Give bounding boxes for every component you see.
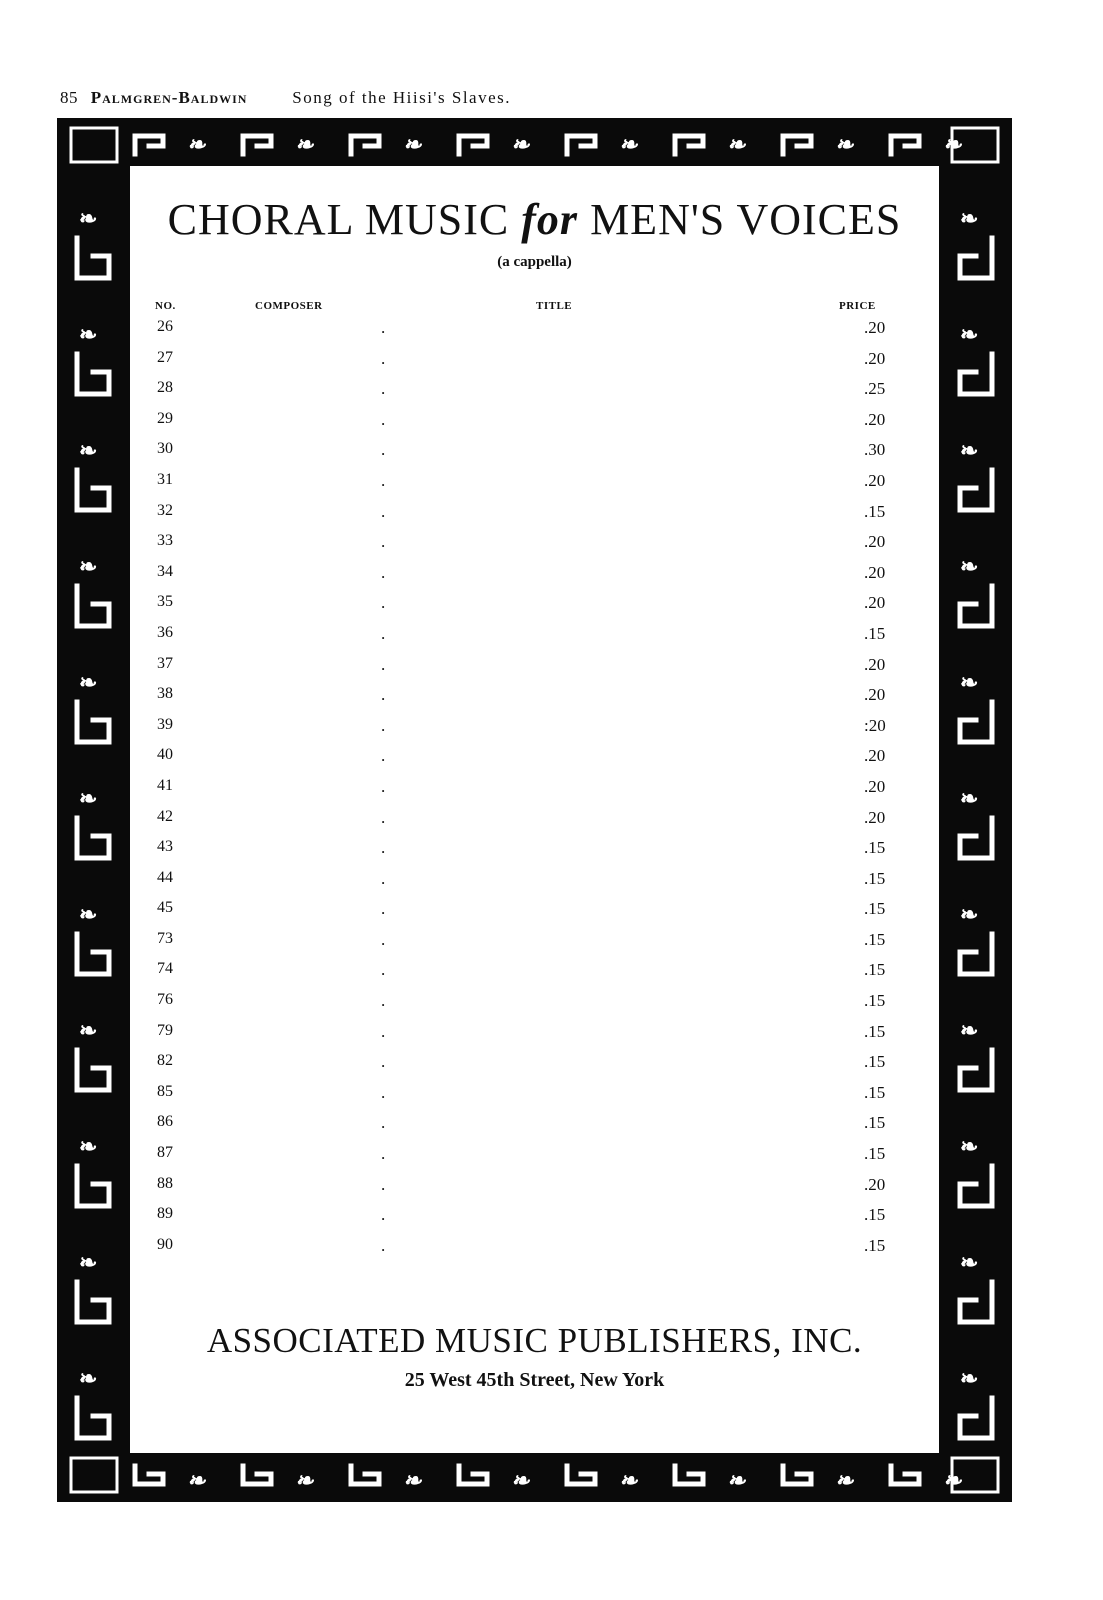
- leader-dot: .: [381, 991, 394, 1011]
- entry-price: .20: [864, 532, 886, 552]
- list-item: [130, 836, 939, 867]
- border-strip-bottom: [135, 1466, 963, 1494]
- column-header-price: PRICE: [839, 300, 876, 312]
- leader-dot: .: [381, 776, 394, 796]
- svg-text:❧: ❧: [79, 1134, 98, 1160]
- leader-dot: .: [381, 1052, 394, 1072]
- page-number: 85: [60, 88, 78, 107]
- entry-price: .15: [864, 1021, 886, 1041]
- svg-text:❧: ❧: [835, 132, 854, 158]
- list-item: [130, 958, 939, 989]
- list-item: [130, 1111, 939, 1142]
- list-item: [130, 408, 939, 439]
- header-composer: Palmgren-Baldwin: [90, 88, 248, 107]
- svg-text:❧: ❧: [79, 206, 98, 232]
- entry-price: .20: [864, 776, 886, 796]
- entry-number: 74: [157, 960, 173, 978]
- border-strip-top: [135, 132, 963, 158]
- entry-price: .20: [864, 746, 886, 766]
- leader-dot: .: [381, 685, 394, 705]
- publisher-name: ASSOCIATED MUSIC PUBLISHERS, INC.: [206, 1321, 863, 1360]
- entry-price: .20: [864, 1174, 886, 1194]
- entry-price: .20: [864, 654, 886, 674]
- leader-dot: .: [381, 532, 394, 552]
- svg-text:❧: ❧: [79, 554, 98, 580]
- leader-dot: .: [381, 807, 394, 827]
- svg-text:❧: ❧: [403, 1468, 422, 1494]
- list-item: [130, 500, 939, 531]
- catalog-panel: [130, 166, 939, 1453]
- leader-dot: .: [381, 409, 394, 429]
- svg-text:❧: ❧: [960, 902, 979, 928]
- leader-dot: .: [381, 746, 394, 766]
- svg-text:❧: ❧: [187, 132, 206, 158]
- leader-dot: .: [381, 318, 394, 337]
- entry-number: 40: [157, 746, 173, 764]
- list-item: [130, 530, 939, 561]
- entry-number: 88: [157, 1174, 173, 1192]
- leader-dot: .: [381, 899, 394, 919]
- leader-dot: .: [381, 838, 394, 858]
- svg-text:❧: ❧: [79, 1018, 98, 1044]
- entry-price: .15: [864, 623, 886, 643]
- catalog-list: [130, 316, 939, 1264]
- entry-number: 39: [157, 715, 173, 733]
- entry-number: 42: [157, 807, 173, 825]
- svg-text:❧: ❧: [79, 1250, 98, 1276]
- entry-price: :20: [864, 715, 886, 735]
- entry-price: .15: [864, 1144, 886, 1164]
- entry-number: 90: [157, 1235, 173, 1253]
- list-item: [130, 438, 939, 469]
- entry-price: .20: [864, 685, 886, 705]
- column-header-title: TITLE: [536, 300, 573, 312]
- list-item: [130, 744, 939, 775]
- entry-number: 85: [157, 1082, 173, 1100]
- list-item: [130, 1203, 939, 1234]
- list-item: [130, 561, 939, 592]
- svg-text:❧: ❧: [943, 1468, 962, 1494]
- entry-number: 35: [157, 593, 173, 611]
- entry-number: 31: [157, 470, 173, 488]
- entry-price: .15: [864, 501, 886, 521]
- list-item: [130, 989, 939, 1020]
- entry-number: 28: [157, 379, 173, 397]
- svg-text:❧: ❧: [187, 1468, 206, 1494]
- list-item: [130, 622, 939, 653]
- entry-number: 45: [157, 899, 173, 917]
- leader-dot: .: [381, 440, 394, 460]
- list-item: [130, 1081, 939, 1112]
- entry-price: .20: [864, 470, 886, 490]
- svg-text:❧: ❧: [960, 438, 979, 464]
- svg-text:❧: ❧: [960, 1250, 979, 1276]
- entry-price: .15: [864, 1082, 886, 1102]
- svg-text:❧: ❧: [295, 132, 314, 158]
- entry-price: .15: [864, 929, 886, 949]
- svg-text:❧: ❧: [79, 1366, 98, 1392]
- leader-dot: .: [381, 562, 394, 582]
- svg-text:❧: ❧: [960, 786, 979, 812]
- leader-dot: .: [381, 1235, 394, 1255]
- svg-text:❧: ❧: [960, 206, 979, 232]
- entry-number: 36: [157, 623, 173, 641]
- entry-price: .15: [864, 991, 886, 1011]
- svg-text:❧: ❧: [79, 902, 98, 928]
- entry-price: .20: [864, 593, 886, 613]
- column-header-composer: COMPOSER: [255, 300, 323, 312]
- leader-dot: .: [381, 1174, 394, 1194]
- leader-dot: .: [381, 1205, 394, 1225]
- entry-price: .15: [864, 899, 886, 919]
- entry-price: .20: [864, 318, 886, 337]
- entry-number: 73: [157, 929, 173, 947]
- list-item: [130, 653, 939, 684]
- svg-text:❧: ❧: [960, 1134, 979, 1160]
- leader-dot: .: [381, 379, 394, 399]
- svg-text:❧: ❧: [79, 322, 98, 348]
- svg-text:❧: ❧: [511, 132, 530, 158]
- catalog-subtitle: (a cappella): [497, 254, 572, 270]
- leader-dot: .: [381, 501, 394, 521]
- entry-number: 27: [157, 348, 173, 366]
- list-item: [130, 806, 939, 837]
- entry-price: .15: [864, 1052, 886, 1072]
- entry-price: .15: [864, 1113, 886, 1133]
- leader-dot: .: [381, 715, 394, 735]
- entry-price: .15: [864, 868, 886, 888]
- leader-dot: .: [381, 470, 394, 490]
- entry-price: .15: [864, 838, 886, 858]
- svg-text:❧: ❧: [619, 132, 638, 158]
- list-item: [130, 469, 939, 500]
- svg-text:❧: ❧: [727, 1468, 746, 1494]
- entry-number: 87: [157, 1144, 173, 1162]
- running-header: [60, 88, 511, 108]
- leader-dot: .: [381, 348, 394, 368]
- leader-dot: .: [381, 868, 394, 888]
- list-item: [130, 1142, 939, 1173]
- entry-price: .20: [864, 409, 886, 429]
- entry-number: 29: [157, 409, 173, 427]
- entry-number: 33: [157, 532, 173, 550]
- list-item: [130, 1173, 939, 1204]
- column-header-no: NO.: [155, 300, 176, 312]
- svg-text:❧: ❧: [960, 670, 979, 696]
- entry-number: 30: [157, 440, 173, 458]
- entry-number: 86: [157, 1113, 173, 1131]
- entry-number: 82: [157, 1052, 173, 1070]
- svg-text:❧: ❧: [79, 670, 98, 696]
- entry-number: 26: [157, 318, 173, 335]
- entry-number: 44: [157, 868, 173, 886]
- catalog-title: CHORAL MUSIC for MEN'S VOICES: [167, 195, 902, 244]
- entry-number: 37: [157, 654, 173, 672]
- leader-dot: .: [381, 1144, 394, 1164]
- entry-price: .15: [864, 1235, 886, 1255]
- list-item: [130, 928, 939, 959]
- svg-text:❧: ❧: [619, 1468, 638, 1494]
- leader-dot: .: [381, 1082, 394, 1102]
- list-item: [130, 867, 939, 898]
- entry-number: 79: [157, 1021, 173, 1039]
- entry-number: 76: [157, 991, 173, 1009]
- leader-dot: .: [381, 1021, 394, 1041]
- leader-dot: .: [381, 960, 394, 980]
- list-item: [130, 897, 939, 928]
- ornamental-border: [57, 118, 1012, 1502]
- list-item: [130, 347, 939, 378]
- entry-number: 38: [157, 685, 173, 703]
- list-item: [130, 1020, 939, 1051]
- header-song: Song of the Hiisi's Slaves.: [292, 88, 511, 107]
- svg-text:❧: ❧: [960, 1366, 979, 1392]
- entry-price: .15: [864, 1205, 886, 1225]
- entry-number: 89: [157, 1205, 173, 1223]
- leader-dot: .: [381, 1113, 394, 1133]
- svg-text:❧: ❧: [79, 438, 98, 464]
- entry-number: 41: [157, 776, 173, 794]
- leader-dot: .: [381, 929, 394, 949]
- entry-price: .20: [864, 348, 886, 368]
- leader-dot: .: [381, 593, 394, 613]
- svg-text:❧: ❧: [727, 132, 746, 158]
- leader-dot: .: [381, 654, 394, 674]
- svg-text:❧: ❧: [403, 132, 422, 158]
- svg-text:❧: ❧: [295, 1468, 314, 1494]
- entry-number: 34: [157, 562, 173, 580]
- list-item: [130, 377, 939, 408]
- border-strip-right: [960, 206, 992, 1438]
- border-strip-left: [77, 206, 109, 1438]
- entry-price: .30: [864, 440, 886, 460]
- entry-price: .20: [864, 807, 886, 827]
- publisher-address: 25 West 45th Street, New York: [404, 1369, 665, 1391]
- entry-number: 32: [157, 501, 173, 519]
- entry-price: .15: [864, 960, 886, 980]
- svg-text:❧: ❧: [960, 322, 979, 348]
- svg-text:❧: ❧: [511, 1468, 530, 1494]
- leader-dot: .: [381, 623, 394, 643]
- list-item: [130, 1234, 939, 1265]
- svg-text:❧: ❧: [960, 554, 979, 580]
- entry-price: .20: [864, 562, 886, 582]
- svg-text:❧: ❧: [960, 1018, 979, 1044]
- svg-text:❧: ❧: [79, 786, 98, 812]
- entry-price: .25: [864, 379, 886, 399]
- svg-text:❧: ❧: [943, 132, 962, 158]
- list-item: [130, 316, 939, 347]
- svg-text:❧: ❧: [835, 1468, 854, 1494]
- list-item: [130, 1050, 939, 1081]
- list-item: [130, 775, 939, 806]
- list-item: [130, 714, 939, 745]
- entry-number: 43: [157, 838, 173, 856]
- list-item: [130, 591, 939, 622]
- list-item: [130, 683, 939, 714]
